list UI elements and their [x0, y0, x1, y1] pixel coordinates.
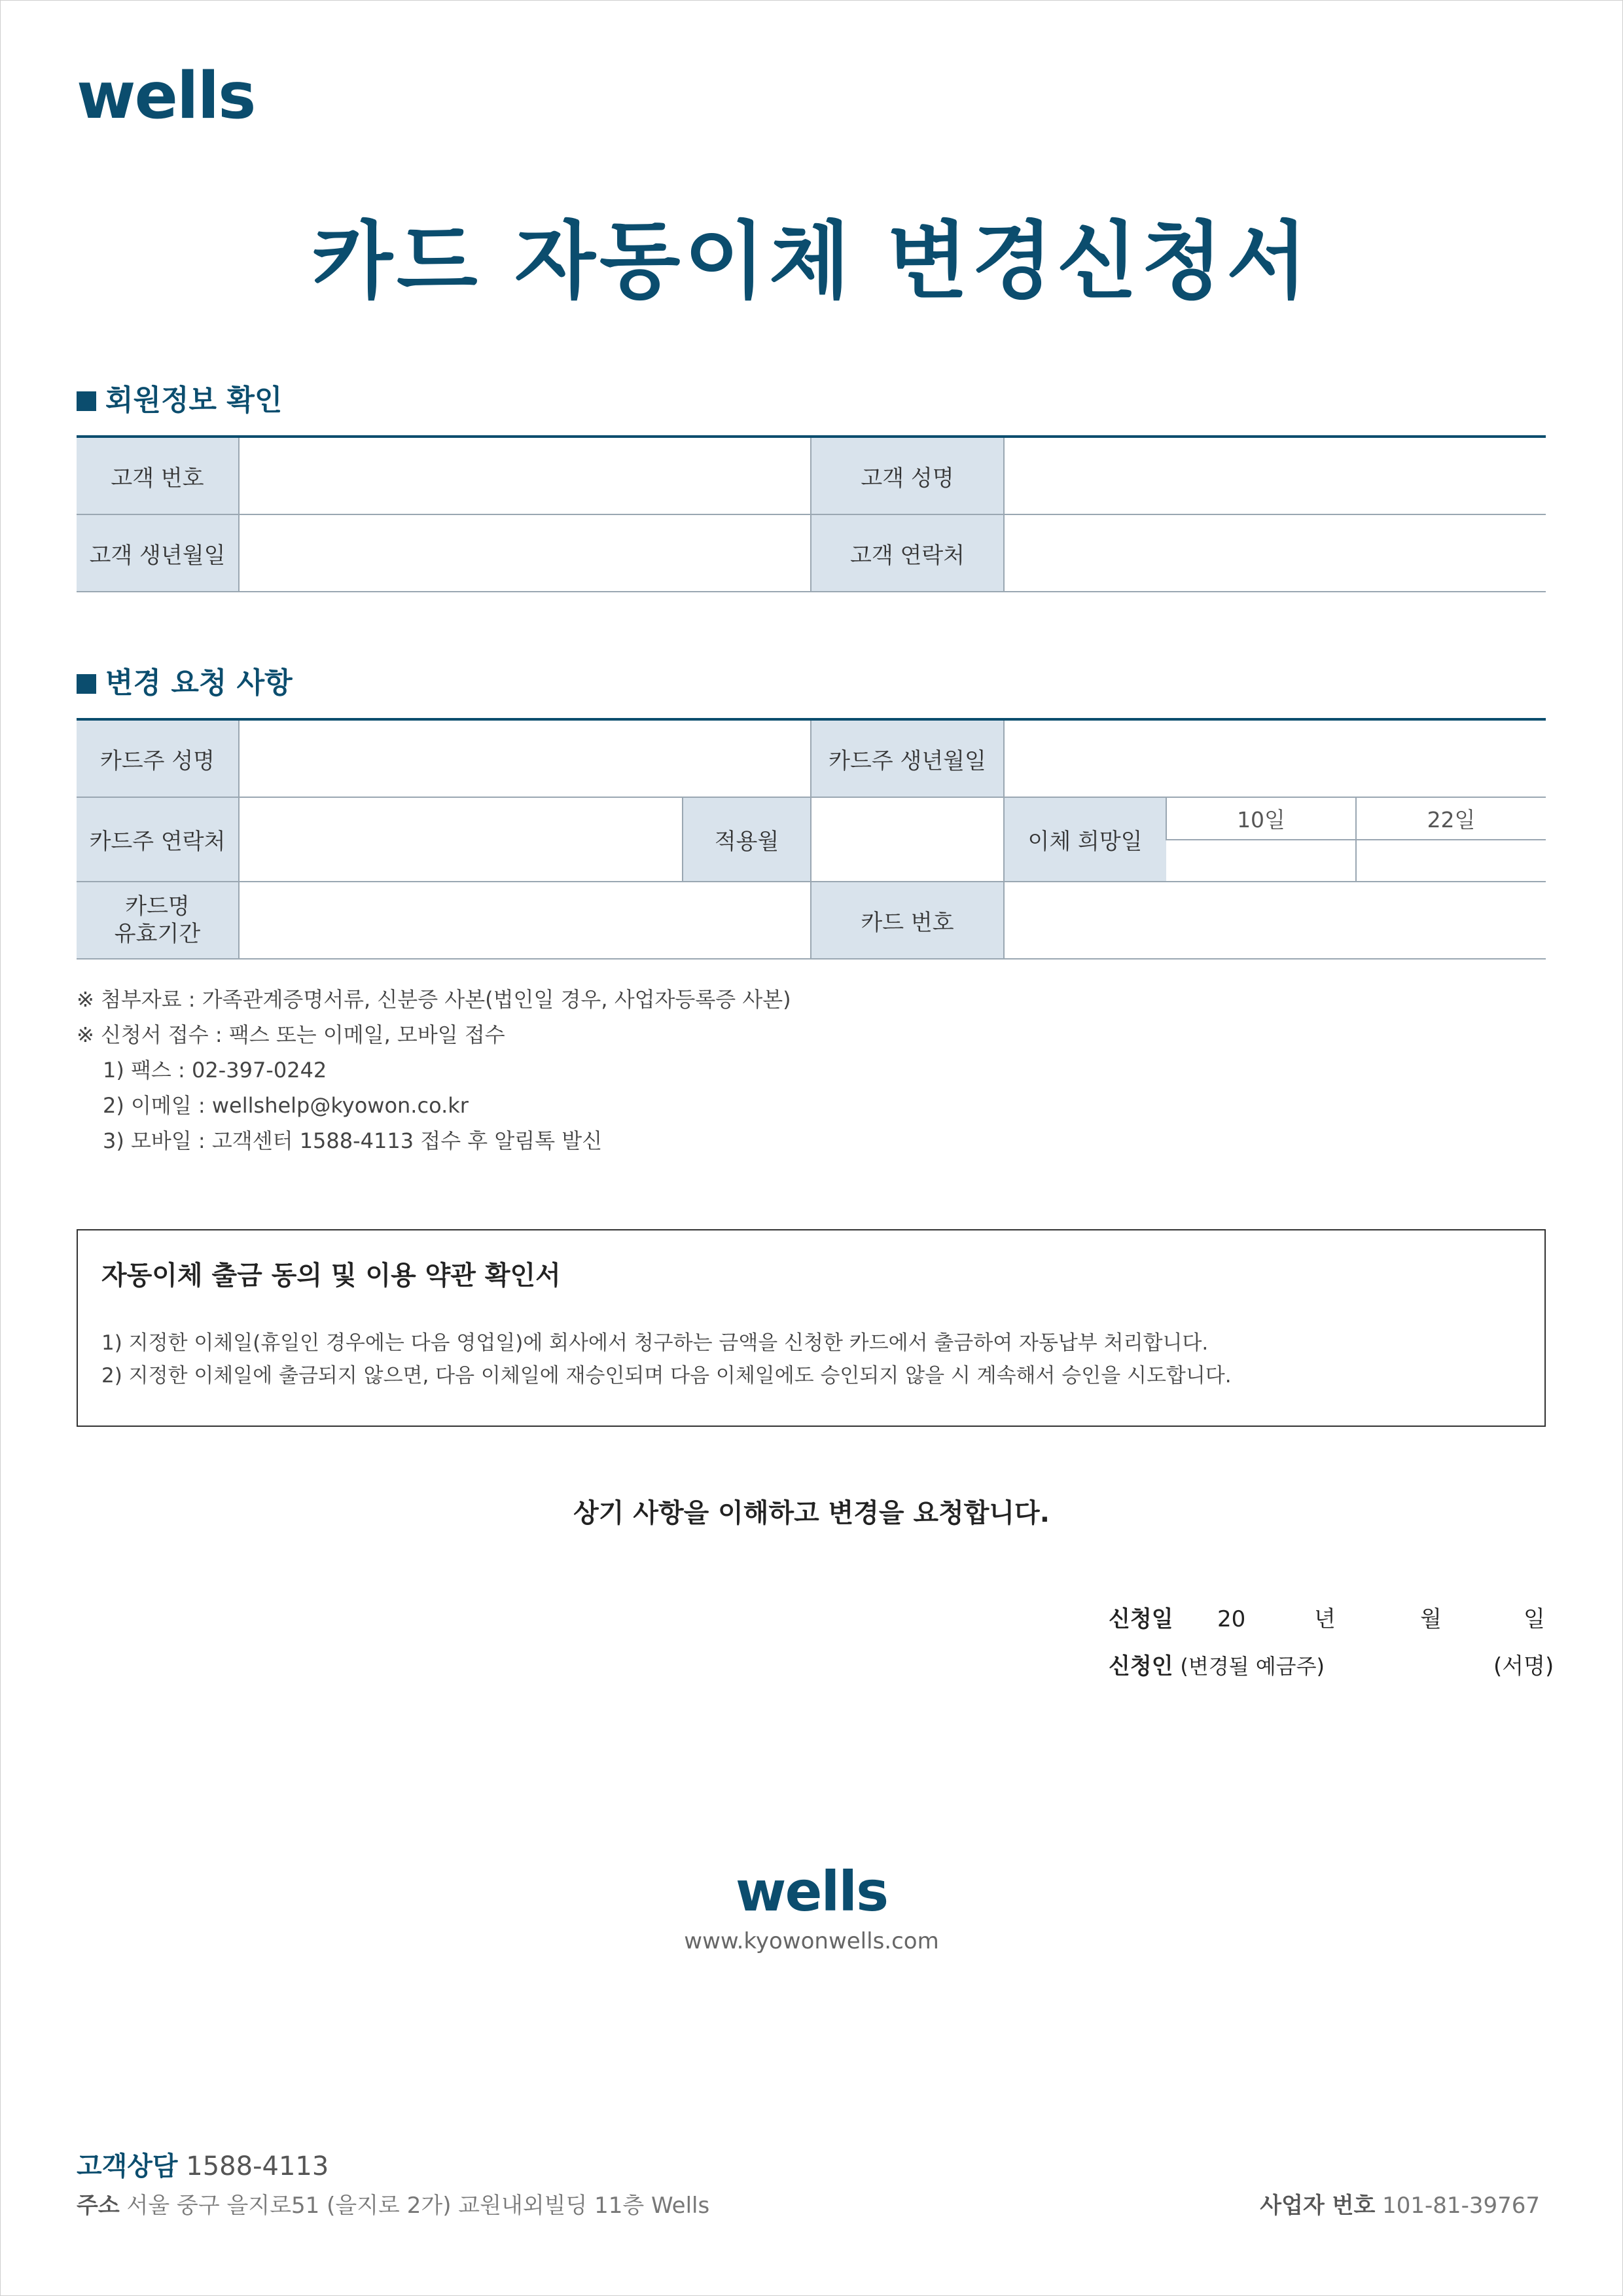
wells-logo: wells — [77, 59, 255, 134]
terms-box — [77, 1229, 1546, 1427]
member-info-heading — [77, 382, 282, 419]
note-submission: ※ 신청서 접수 : 팩스 또는 이메일, 모바일 접수 — [77, 1022, 505, 1047]
card-expiry-label: 유효기간 — [114, 921, 201, 947]
cardholder-contact-field[interactable] — [239, 797, 683, 882]
cardholder-name-field[interactable] — [239, 719, 811, 797]
change-request-table — [77, 718, 1546, 960]
footer-business-number — [1260, 2191, 1540, 2220]
change-request-heading-text: 변경 요청 사항 — [105, 666, 293, 700]
note-fax: 1) 팩스 : 02-397-0242 — [103, 1058, 327, 1083]
apply-month-label: 적용월 — [683, 797, 811, 882]
note-attachments: ※ 첨부자료 : 가족관계증명서류, 신분증 사본(법인일 경우, 사업자등록증 사본) — [77, 987, 791, 1012]
year-unit: 년 — [1314, 1606, 1336, 1632]
footer-address — [77, 2191, 709, 2220]
month-unit: 월 — [1420, 1606, 1442, 1632]
square-bullet-icon — [77, 391, 96, 411]
footer-contact-label: 고객상담 — [77, 2151, 178, 2181]
cardholder-birth-field[interactable] — [1004, 719, 1546, 797]
card-name-label: 카드명 — [125, 893, 190, 920]
day-unit: 일 — [1524, 1606, 1545, 1632]
transfer-day-label: 이체 희망일 — [1004, 797, 1166, 882]
customer-number-field[interactable] — [239, 437, 811, 514]
customer-name-field[interactable] — [1004, 437, 1546, 514]
day-option-22-label: 22일 — [1356, 797, 1546, 840]
application-year-prefix: 20 — [1217, 1606, 1246, 1632]
footer-biz-number: 101-81-39767 — [1382, 2193, 1540, 2219]
cardholder-contact-label: 카드주 연락처 — [77, 797, 239, 882]
square-bullet-icon — [77, 674, 96, 694]
terms-line-1: 1) 지정한 이체일(휴일인 경우에는 다음 영업일)에 회사에서 청구하는 금액을 신청한 카드에서 출금하여 자동납부 처리합니다. — [101, 1331, 1209, 1355]
declaration-text: 상기 사항을 이해하고 변경을 요청합니다. — [573, 1498, 1050, 1528]
customer-contact-field[interactable] — [1004, 514, 1546, 592]
footer-address-text: 서울 중구 을지로51 (을지로 2가) 교원내외빌딩 11층 Wells — [126, 2193, 710, 2219]
customer-birth-field[interactable] — [239, 514, 811, 592]
card-name-expiry-field[interactable] — [239, 882, 811, 959]
notes-list — [77, 982, 791, 1158]
wells-logo-bottom: wells — [735, 1859, 888, 1924]
customer-number-label: 고객 번호 — [77, 437, 239, 514]
customer-name-label: 고객 성명 — [811, 437, 1004, 514]
change-request-heading — [77, 665, 293, 702]
card-number-label: 카드 번호 — [811, 882, 1004, 959]
applicant-label-group — [1109, 1652, 1325, 1681]
terms-line-2: 2) 지정한 이체일에 출금되지 않으면, 다음 이체일에 재승인되며 다음 이체일에도 승인되지 않을 시 계속해서 승인을 시도합니다. — [101, 1364, 1232, 1388]
note-email: 2) 이메일 : wellshelp@kyowon.co.kr — [103, 1093, 469, 1118]
day-option-10-label: 10일 — [1166, 797, 1356, 840]
customer-contact-label: 고객 연락처 — [811, 514, 1004, 592]
signature-field[interactable]: (서명) — [1493, 1653, 1554, 1679]
day-option-10-check[interactable] — [1166, 840, 1356, 882]
card-name-expiry-label — [77, 882, 239, 959]
cardholder-birth-label: 카드주 생년월일 — [811, 719, 1004, 797]
day-option-22-check[interactable] — [1356, 840, 1546, 882]
apply-month-field[interactable] — [811, 797, 1004, 882]
member-info-heading-text: 회원정보 확인 — [105, 384, 283, 417]
footer-contact — [77, 2150, 329, 2183]
footer-contact-number: 1588-4113 — [186, 2151, 329, 2181]
applicant-label: 신청인 — [1109, 1653, 1173, 1679]
terms-title: 자동이체 출금 동의 및 이용 약관 확인서 — [101, 1261, 561, 1291]
footer-address-label: 주소 — [77, 2193, 120, 2219]
footer-biz-label: 사업자 번호 — [1260, 2193, 1376, 2219]
application-date-label: 신청일 — [1109, 1606, 1173, 1632]
note-mobile: 3) 모바일 : 고객센터 1588-4113 접수 후 알림톡 발신 — [103, 1128, 603, 1153]
website-url[interactable]: www.kyowonwells.com — [684, 1928, 939, 1954]
customer-birth-label: 고객 생년월일 — [77, 514, 239, 592]
member-info-table — [77, 435, 1546, 592]
cardholder-name-label: 카드주 성명 — [77, 719, 239, 797]
page-title: 카드 자동이체 변경신청서 — [312, 213, 1311, 310]
applicant-sub-label: (변경될 예금주) — [1180, 1654, 1325, 1679]
card-number-field[interactable] — [1004, 882, 1546, 959]
